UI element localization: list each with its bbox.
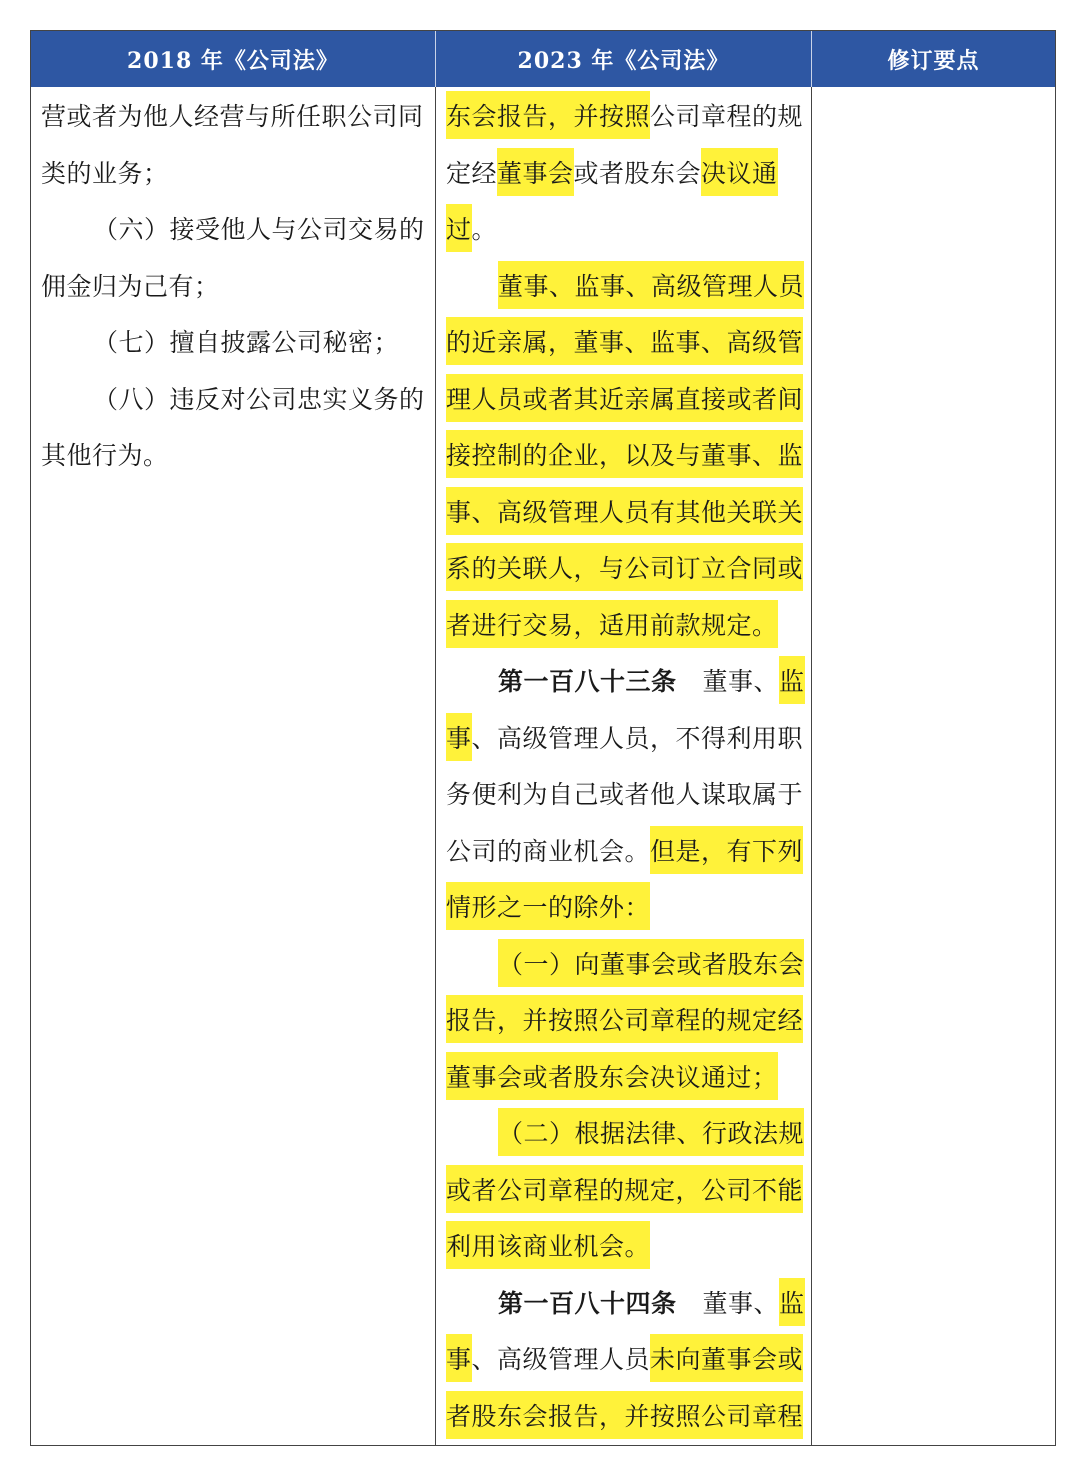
text-line bbox=[436, 144, 811, 201]
text-line bbox=[436, 709, 811, 766]
text-line bbox=[31, 426, 435, 483]
text-line bbox=[436, 257, 811, 314]
text-line bbox=[436, 87, 811, 144]
highlighted-text: 董事会或者股东会决议通过； bbox=[446, 1052, 778, 1100]
text-line bbox=[436, 765, 811, 822]
highlighted-text: 监 bbox=[779, 1278, 805, 1326]
text-line bbox=[436, 1330, 811, 1387]
highlighted-text: 系的关联人，与公司订立合同或 bbox=[446, 543, 803, 591]
header-2023-law: 2023 年《公司法》 bbox=[436, 31, 812, 87]
column-2018-law bbox=[31, 87, 436, 1445]
text-line bbox=[436, 991, 811, 1048]
table-header bbox=[31, 31, 1055, 87]
text-line bbox=[31, 313, 435, 370]
text-2018-line: （八）违反对公司忠实义务的 bbox=[93, 384, 425, 414]
text-line bbox=[436, 200, 811, 257]
text-line bbox=[436, 1161, 811, 1218]
text-2018-line: 类的业务； bbox=[41, 158, 169, 188]
highlighted-text: 利用该商业机会。 bbox=[446, 1221, 650, 1269]
text-line bbox=[436, 1104, 811, 1161]
text-line bbox=[436, 1387, 811, 1444]
text-line bbox=[436, 370, 811, 427]
text-line bbox=[31, 87, 435, 144]
article-title: 第一百八十三条 bbox=[498, 667, 677, 697]
text-line bbox=[436, 1048, 811, 1105]
highlighted-text: 接控制的企业，以及与董事、监 bbox=[446, 430, 803, 478]
plain-text: 或者股东会 bbox=[573, 158, 702, 188]
text-line bbox=[436, 596, 811, 653]
plain-text: 公司章程的规 bbox=[650, 102, 804, 132]
plain-text: 务便利为自己或者他人谋取属于 bbox=[446, 780, 804, 810]
highlighted-text: 但是，有下列 bbox=[650, 826, 803, 874]
text-2018-line: 营或者为他人经营与所任职公司同 bbox=[41, 102, 424, 132]
header-2018-law: 2018 年《公司法》 bbox=[31, 31, 436, 87]
text-line bbox=[31, 144, 435, 201]
text-line bbox=[31, 370, 435, 427]
text-line bbox=[436, 652, 811, 709]
text-line bbox=[31, 257, 435, 314]
text-line bbox=[436, 313, 811, 370]
highlighted-text: 理人员或者其近亲属直接或者间 bbox=[446, 374, 803, 422]
highlighted-text: 事、高级管理人员有其他关联关 bbox=[446, 487, 803, 535]
highlighted-text: 事 bbox=[446, 1334, 472, 1382]
plain-text: 。 bbox=[471, 215, 498, 245]
header-revision-points: 修订要点 bbox=[887, 47, 980, 74]
text-2018-line: 其他行为。 bbox=[41, 441, 169, 471]
column-revision-points bbox=[812, 87, 1055, 1445]
plain-text: 董事、 bbox=[702, 667, 780, 697]
highlighted-text: 董事、监事、高级管理人员 bbox=[498, 261, 804, 309]
table-body bbox=[31, 87, 1055, 1445]
highlighted-text: 监 bbox=[779, 656, 805, 704]
plain-text: 、高级管理人员 bbox=[471, 1345, 651, 1375]
highlighted-text: 者股东会报告，并按照公司章程 bbox=[446, 1391, 803, 1439]
highlighted-text: 的近亲属，董事、监事、高级管 bbox=[446, 317, 803, 365]
highlighted-text: 董事会 bbox=[497, 148, 574, 196]
highlighted-text: 事 bbox=[446, 713, 472, 761]
text-line bbox=[436, 1274, 811, 1331]
text-line bbox=[436, 878, 811, 935]
highlighted-text: 未向董事会或 bbox=[650, 1334, 803, 1382]
plain-text: 董事、 bbox=[702, 1288, 780, 1318]
text-2018-line: （七）擅自披露公司秘密； bbox=[93, 328, 400, 358]
highlighted-text: 决议通 bbox=[701, 148, 778, 196]
highlighted-text: 或者公司章程的规定，公司不能 bbox=[446, 1165, 803, 1213]
highlighted-text: 者进行交易，适用前款规定。 bbox=[446, 600, 778, 648]
text-line bbox=[436, 426, 811, 483]
highlighted-text: 报告，并按照公司章程的规定经 bbox=[446, 995, 803, 1043]
text-line bbox=[436, 1217, 811, 1274]
highlighted-text: 情形之一的除外： bbox=[446, 882, 650, 930]
comparison-table bbox=[30, 30, 1056, 1446]
highlighted-text: （一）向董事会或者股东会 bbox=[498, 939, 804, 987]
column-2023-law bbox=[436, 87, 812, 1445]
text-line bbox=[31, 200, 435, 257]
text-2018-line: 佣金归为己有； bbox=[41, 271, 220, 301]
highlighted-text: 东会报告，并按照 bbox=[446, 91, 650, 139]
highlighted-text: 过 bbox=[446, 204, 472, 252]
text-line bbox=[436, 483, 811, 540]
text-line bbox=[436, 539, 811, 596]
plain-text: 定经 bbox=[446, 158, 498, 188]
article-title: 第一百八十四条 bbox=[498, 1288, 677, 1318]
text-line bbox=[436, 822, 811, 879]
text-line bbox=[436, 935, 811, 992]
text-2018-line: （六）接受他人与公司交易的 bbox=[93, 215, 425, 245]
highlighted-text: （二）根据法律、行政法规 bbox=[498, 1108, 804, 1156]
plain-text: 、高级管理人员，不得利用职 bbox=[471, 723, 804, 753]
plain-text: 公司的商业机会。 bbox=[446, 836, 651, 866]
